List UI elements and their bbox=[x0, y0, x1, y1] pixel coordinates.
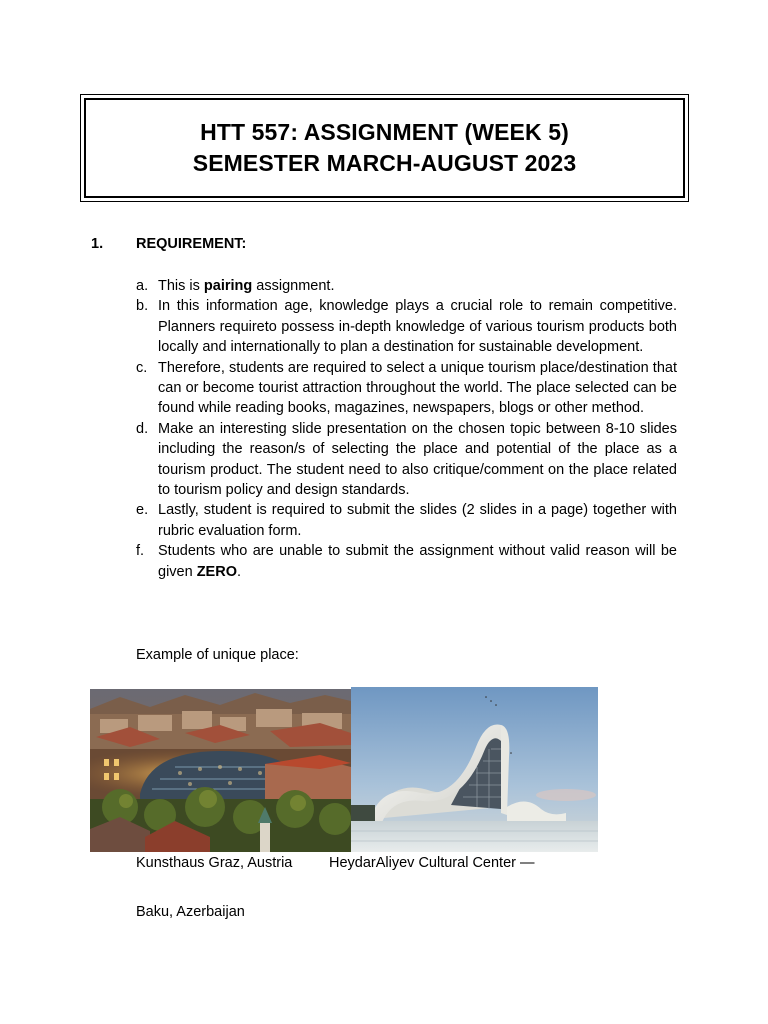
requirement-bold-word: pairing bbox=[203, 278, 253, 294]
caption-kunsthaus-graz: Kunsthaus Graz, Austria bbox=[136, 855, 293, 871]
title-box bbox=[80, 94, 689, 202]
requirement-text-part: Students who are unable to submit the assignment without valid reason will be given bbox=[158, 543, 677, 580]
requirement-item bbox=[136, 419, 677, 501]
kunsthaus-graz-photo bbox=[90, 689, 351, 852]
document-subtitle: SEMESTER MARCH-AUGUST 2023 bbox=[192, 150, 577, 176]
requirement-item bbox=[136, 276, 677, 296]
requirement-item bbox=[136, 500, 677, 541]
requirements-list bbox=[136, 276, 677, 582]
requirement-letter: e. bbox=[136, 502, 149, 519]
requirement-text-part: This is bbox=[158, 278, 204, 294]
requirement-text: Therefore, students are required to select a unique tourism place/destination that can or become tourist attraction throughout the world. The place selected can be found while reading books, magazines, newspapers, blogs or other method. bbox=[158, 359, 677, 417]
section-number: 1. bbox=[91, 236, 104, 252]
requirement-item bbox=[136, 358, 677, 419]
heydar-aliyev-center-photo bbox=[351, 687, 598, 852]
requirement-text-part: . bbox=[236, 563, 242, 580]
requirement-text: In this information age, knowledge plays a crucial role to remain competitive. Planners requireto possess in-depth knowledge of various tourism products both locally and internationally to plan a destination for sustainable development. bbox=[158, 298, 677, 356]
requirement-letter: d. bbox=[136, 420, 149, 437]
title-inner-border bbox=[84, 98, 685, 198]
requirement-text bbox=[158, 541, 677, 582]
document-title: HTT 557: ASSIGNMENT (WEEK 5) bbox=[200, 119, 569, 145]
requirement-letter: c. bbox=[136, 359, 148, 376]
requirement-bold-word: ZERO bbox=[196, 563, 237, 580]
requirement-item bbox=[136, 296, 677, 357]
caption-baku: Baku, Azerbaijan bbox=[136, 904, 245, 920]
caption-heydar-aliyev: HeydarAliyev Cultural Center — bbox=[329, 855, 535, 871]
requirement-text: Make an interesting slide presentation on the chosen topic between 8-10 slides including the reason/s of selecting the place and potential of the place as a tourism product. The student need to also critique/comment on the place related to tourism policy and design standards. bbox=[158, 420, 677, 499]
example-label: Example of unique place: bbox=[136, 647, 299, 663]
requirement-text-part: assignment. bbox=[252, 278, 335, 294]
requirement-letter: f. bbox=[136, 543, 145, 560]
requirement-text: Lastly, student is required to submit the slides (2 slides in a page) together with rubric evaluation form. bbox=[158, 502, 677, 539]
requirement-letter: a. bbox=[136, 278, 149, 294]
requirement-text bbox=[158, 276, 677, 296]
requirement-item bbox=[136, 541, 677, 582]
requirement-letter: b. bbox=[136, 298, 149, 315]
section-heading: REQUIREMENT: bbox=[136, 236, 247, 252]
